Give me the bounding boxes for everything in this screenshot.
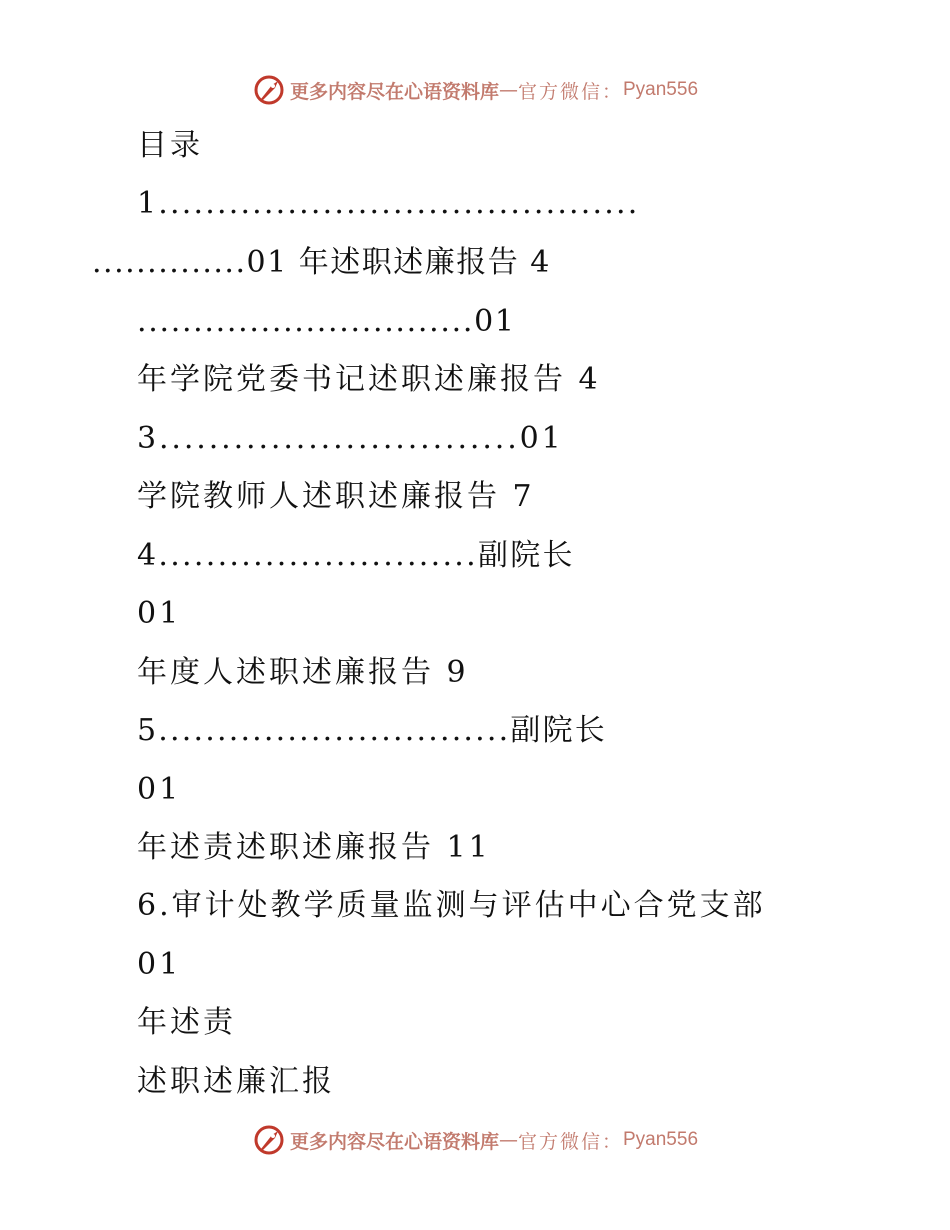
toc-line-1: 1......................................... (137, 186, 640, 221)
banner-dash: — (498, 79, 518, 101)
toc-line-11: 01 (137, 772, 182, 807)
toc-line-7: 4...........................副院长 (137, 538, 575, 573)
pen-nib-logo-icon (252, 1123, 286, 1157)
banner-wechat-label: 官方微信： (517, 80, 623, 103)
banner-slogan: 更多内容尽在心语资料库 (289, 1130, 499, 1153)
header-banner (0, 70, 950, 110)
banner-dash: — (498, 1129, 518, 1151)
toc-title: 目录 (137, 128, 203, 163)
toc-line-10: 5..............................副院长 (137, 713, 607, 748)
toc-line-14: 01 (137, 947, 182, 982)
toc-line-3: ..............................01 (137, 304, 516, 339)
banner-slogan: 更多内容尽在心语资料库 (289, 80, 499, 103)
toc-line-9: 年度人述职述廉报告 9 (137, 655, 469, 690)
toc-line-4: 年学院党委书记述职述廉报告 4 (137, 362, 601, 397)
banner-wechat-id: Pyan556 (623, 79, 699, 100)
toc-line-8: 01 (137, 596, 182, 631)
toc-line-16: 述职述廉汇报 (137, 1064, 335, 1099)
toc-line-5: 3.............................01 (137, 421, 564, 456)
banner-wechat-id: Pyan556 (623, 1129, 699, 1150)
toc-line-12: 年述责述职述廉报告 11 (137, 830, 491, 865)
pen-nib-logo-icon (252, 73, 286, 107)
toc-line-15: 年述责 (137, 1005, 236, 1040)
footer-banner (0, 1120, 950, 1160)
toc-line-2: ..............01 年述职述廉报告 4 (92, 245, 551, 280)
toc-line-6: 学院教师人述职述廉报告 7 (137, 479, 535, 514)
toc-line-13: 6.审计处教学质量监测与评估中心合党支部 (137, 888, 766, 923)
banner-wechat-label: 官方微信： (517, 1130, 623, 1153)
